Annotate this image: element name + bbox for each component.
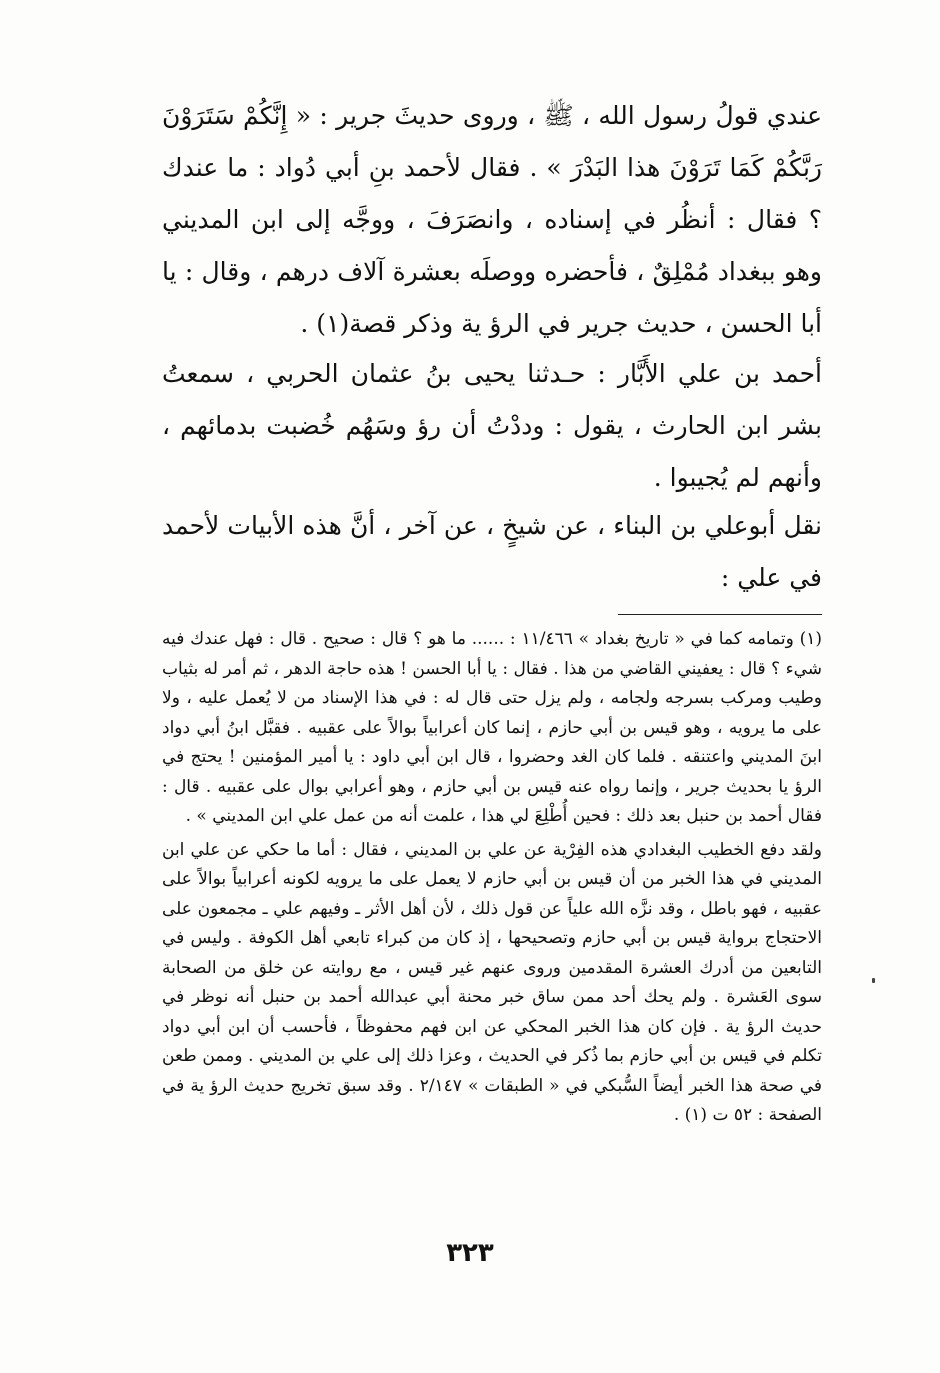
main-paragraph-1: عندي قولُ رسول الله ، ﷺ ، وروى حديثَ جرير : « إِنَّكُمْ سَتَرَوْنَ رَبَّكُمْ كَمَا تَرَوْنَ هذا البَدْرَ » . فقال لأحمد بنِ أبي دُواد : ما عندك ؟ فقال : أنظُر في إسناده ، وانصَرَفَ ، ووجَّه إلى ابن المديني وهو ببغداد مُمْلِقٌ ، فأحضره ووصلَه بعشرة آلاف درهم ، وقال : يا أبا الحسن ، حديث جرير في الرؤ ية وذكر قصة(١) .	[162, 101, 822, 338]
footnotes-block	[162, 625, 822, 1131]
footnote-divider	[618, 614, 822, 615]
main-paragraph-3: نقل أبوعلي بن البناء ، عن شيخٍ ، عن آخر ، أنَّ هذه الأبيات لأحمد في علي :	[162, 511, 822, 592]
footnote-1: (١) وتمامه كما في « تاريخ بغداد » ١١/٤٦٦ : ...... ما هو ؟ قال : صحيح . قال : فهل عندك فيه شيء ؟ قال : يعفيني القاضي من هذا . فقال : يا أبا الحسن ! هذه حاجة الدهر ، ثم أمر له بثياب وطيب ومركب بسرجه ولجامه ، ولم يزل حتى قال له : في هذا الإسناد من لا يُعمل عليه ، ولا على ما يرويه ، وهو قيس بن أبي حازم ، إنما كان أعرابياً بوالاً على عقبيه . فقبَّل ابنُ أبي دواد ابنَ المديني واعتنقه . فلما كان الغد وحضروا ، قال ابن أبي داود : يا أمير المؤمنين ! يحتج في الرؤ يا بحديث جرير ، وإنما رواه عنه قيس بن أبي حازم ، وهو أعرابي بوال على عقبيه . قال : فقال أحمد بن حنبل بعد ذلك : فحين أُطْلِعَ لي هذا ، علمت أنه من عمل علي ابن المديني » .	[162, 629, 822, 826]
page-number: ٣٢٣	[446, 1238, 494, 1268]
footnote-1-continuation: ولقد دفع الخطيب البغدادي هذه الفِرْية عن علي بن المديني ، فقال : أما ما حكي عن علي ابن المديني في هذا الخبر من أن قيس بن أبي حازم لا يعمل على ما يرويه لكونه أعرابياً بوالاً على عقبيه ، فهو باطل ، وقد نزَّه الله علياً عن قول ذلك ، لأن أهل الأثر ـ وفيهم علي ـ مجمعون على الاحتجاج برواية قيس بن أبي حازم وتصحيحها ، إذ كان من كبراء تابعي أهل الكوفة . وليس في التابعين من أدرك العشرة المقدمين وروى عنهم غير قيس ، مع روايته عن خلق من الصحابة سوى العَشرة . ولم يحك أحد ممن ساق خبر محنة أبي عبدالله أحمد بن حنبل أنه نوظر في حديث الرؤ ية . فإن كان هذا الخبر المحكي عن ابن فهم محفوظاً ، فأحسب أن ابن أبي دواد تكلم في قيس بن أبي حازم بما ذُكر في الحديث ، وعزا ذلك إلى علي بن المديني . وممن طعن في صحة هذا الخبر أيضاً السُّبكي في « الطبقات » ٢/١٤٧ . وقد سبق تخريج حديث الرؤ ية في الصفحة : ٥٢ ت (١) .	[162, 839, 823, 1125]
scan-speck	[872, 978, 875, 983]
main-paragraph-2: أحمد بن علي الأَبَّار : حـدثنا يحيى بنُ عثمان الحربي ، سمعتُ بشر ابن الحارث ، يقول : وددْتُ أن رؤ وسَهُم خُضبت بدمائهم ، وأنهم لم يُجيبوا .	[162, 359, 822, 492]
